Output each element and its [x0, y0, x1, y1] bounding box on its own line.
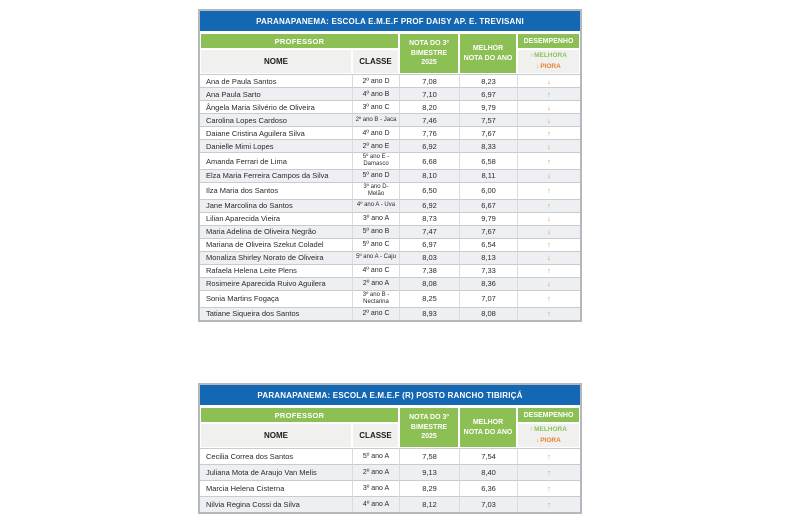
teacher-row: [200, 169, 580, 182]
teacher-row: [200, 225, 580, 238]
classe-header: CLASSE: [352, 49, 399, 74]
melhor-nota-header: MELHOR NOTA DO ANO: [459, 407, 517, 448]
classe-value: 4º ano D: [352, 126, 399, 139]
up-arrow-icon: ↑: [517, 199, 580, 212]
nota-bimestre-value: 7,76: [399, 126, 459, 139]
teacher-row: [200, 496, 580, 512]
nota-bimestre-value: 8,73: [399, 212, 459, 225]
teacher-row: [200, 277, 580, 290]
melhor-nota-value: 7,07: [459, 290, 517, 307]
teacher-row: [200, 126, 580, 139]
up-arrow-icon: ↑: [530, 427, 534, 433]
classe-value: 5º ano A: [352, 448, 399, 464]
teacher-row: [200, 448, 580, 464]
melhor-nota-value: 9,79: [459, 100, 517, 113]
melhor-nota-value: 7,67: [459, 225, 517, 238]
nota-bimestre-value: 9,13: [399, 464, 459, 480]
classe-value: 5º ano A - Caju: [352, 251, 399, 264]
nome-header: NOME: [200, 49, 352, 74]
up-arrow-icon: ↑: [517, 448, 580, 464]
classe-value: 3º ano C: [352, 100, 399, 113]
teacher-name: Ilza Maria dos Santos: [200, 182, 352, 199]
professor-header: PROFESSOR: [200, 33, 399, 49]
classe-value: 2º ano A: [352, 464, 399, 480]
classe-value: 3º ano A: [352, 212, 399, 225]
up-arrow-icon: ↑: [517, 152, 580, 169]
down-arrow-icon: ↓: [517, 225, 580, 238]
teacher-name: Ana de Paula Santos: [200, 74, 352, 87]
down-arrow-icon: ↓: [517, 212, 580, 225]
down-arrow-icon: ↓: [517, 74, 580, 87]
down-arrow-icon: ↓: [517, 169, 580, 182]
melhor-nota-value: 6,67: [459, 199, 517, 212]
table-body: [200, 74, 580, 319]
down-arrow-icon: ↓: [536, 437, 540, 444]
classe-value: 5º ano D: [352, 169, 399, 182]
teacher-name: Maria Adelina de Oliveira Negrão: [200, 225, 352, 238]
school-table-trevisani: [198, 9, 582, 322]
classe-value: 2º ano E: [352, 139, 399, 152]
nota-bimestre-value: 7,58: [399, 448, 459, 464]
melhor-nota-value: 7,03: [459, 496, 517, 512]
melhor-nota-value: 8,33: [459, 139, 517, 152]
classe-value: 3º ano B - Nectarina: [352, 290, 399, 307]
nota-bimestre-value: 8,29: [399, 480, 459, 496]
table-title: PARANAPANEMA: ESCOLA E.M.E.F (R) POSTO RANCHO TIBIRIÇÁ: [200, 385, 580, 407]
nota-bimestre-value: 8,12: [399, 496, 459, 512]
nota-bimestre-value: 6,50: [399, 182, 459, 199]
nota-bimestre-value: 7,08: [399, 74, 459, 87]
teacher-row: [200, 74, 580, 87]
nota-bimestre-value: 8,08: [399, 277, 459, 290]
melhor-nota-value: 8,08: [459, 307, 517, 320]
teacher-name: Danielle Mimi Lopes: [200, 139, 352, 152]
down-arrow-icon: ↓: [517, 100, 580, 113]
school-table-tibirica: [198, 383, 582, 514]
teacher-name: Cecilia Correa dos Santos: [200, 448, 352, 464]
teacher-name: Sonia Martins Fogaça: [200, 290, 352, 307]
teacher-name: Carolina Lopes Cardoso: [200, 113, 352, 126]
legend-cell: [517, 423, 580, 448]
teacher-name: Juliana Mota de Araujo Van Melis: [200, 464, 352, 480]
melhor-nota-value: 7,54: [459, 448, 517, 464]
up-arrow-icon: ↑: [517, 290, 580, 307]
table-title: PARANAPANEMA: ESCOLA E.M.E.F PROF DAISY AP. E. TREVISANI: [200, 11, 580, 33]
down-arrow-icon: ↓: [517, 139, 580, 152]
teacher-row: [200, 152, 580, 169]
melhor-nota-value: 8,11: [459, 169, 517, 182]
teacher-name: Ângela Maria Silvério de Oliveira: [200, 100, 352, 113]
melhor-nota-value: 8,40: [459, 464, 517, 480]
classe-value: 2º ano A: [352, 277, 399, 290]
teacher-name: Tatiane Siqueira dos Santos: [200, 307, 352, 320]
melhor-nota-value: 7,67: [459, 126, 517, 139]
nota-bimestre-value: 7,38: [399, 264, 459, 277]
melhora-legend: [519, 425, 578, 436]
up-arrow-icon: ↑: [530, 53, 534, 59]
melhora-label: MELHORA: [534, 426, 567, 433]
teacher-row: [200, 464, 580, 480]
melhor-nota-value: 6,97: [459, 87, 517, 100]
up-arrow-icon: ↑: [517, 307, 580, 320]
piora-label: PIORA: [540, 62, 561, 70]
piora-label: PIORA: [540, 436, 561, 444]
melhor-nota-value: 7,33: [459, 264, 517, 277]
melhor-nota-value: 8,23: [459, 74, 517, 87]
melhor-nota-value: 6,36: [459, 480, 517, 496]
up-arrow-icon: ↑: [517, 464, 580, 480]
grades-table: [200, 33, 580, 320]
professor-header: PROFESSOR: [200, 407, 399, 423]
teacher-name: Daiane Cristina Aguilera Silva: [200, 126, 352, 139]
teacher-name: Monaliza Shirley Norato de Oliveira: [200, 251, 352, 264]
teacher-name: Elza Maria Ferreira Campos da Silva: [200, 169, 352, 182]
nota-bimestre-value: 7,46: [399, 113, 459, 126]
down-arrow-icon: ↓: [517, 251, 580, 264]
nota-bimestre-value: 8,25: [399, 290, 459, 307]
down-arrow-icon: ↓: [517, 113, 580, 126]
classe-value: 5º ano B: [352, 225, 399, 238]
melhor-nota-value: 8,36: [459, 277, 517, 290]
up-arrow-icon: ↑: [517, 87, 580, 100]
teacher-name: Rafaela Helena Leite Plens: [200, 264, 352, 277]
nota-bimestre-value: 6,97: [399, 238, 459, 251]
nota-bimestre-value: 7,47: [399, 225, 459, 238]
classe-value: 5º ano C: [352, 238, 399, 251]
teacher-name: Jane Marcolina do Santos: [200, 199, 352, 212]
up-arrow-icon: ↑: [517, 264, 580, 277]
nota-bimestre-value: 6,92: [399, 139, 459, 152]
teacher-name: Nilvia Regina Cossi da Silva: [200, 496, 352, 512]
teacher-row: [200, 100, 580, 113]
teacher-row: [200, 264, 580, 277]
classe-value: 5º ano E - Damasco: [352, 152, 399, 169]
classe-value: 3º ano D- Melão: [352, 182, 399, 199]
melhor-nota-value: 6,58: [459, 152, 517, 169]
melhor-nota-value: 8,13: [459, 251, 517, 264]
down-arrow-icon: ↓: [517, 277, 580, 290]
table-body: [200, 448, 580, 512]
classe-value: 2º ano B - Jaca: [352, 113, 399, 126]
grades-table: [200, 407, 580, 512]
legend-cell: [517, 49, 580, 74]
teacher-row: [200, 480, 580, 496]
desempenho-header: DESEMPENHO: [517, 33, 580, 49]
teacher-name: Marcia Helena Cisterna: [200, 480, 352, 496]
up-arrow-icon: ↑: [517, 126, 580, 139]
nota-bimestre-value: 7,10: [399, 87, 459, 100]
teacher-row: [200, 307, 580, 320]
piora-legend: [519, 436, 578, 447]
melhor-nota-value: 9,79: [459, 212, 517, 225]
nota-bimestre-value: 6,68: [399, 152, 459, 169]
nota-bimestre-value: 8,03: [399, 251, 459, 264]
teacher-row: [200, 290, 580, 307]
desempenho-header: DESEMPENHO: [517, 407, 580, 423]
melhor-nota-value: 6,54: [459, 238, 517, 251]
nota-bimestre-header: NOTA DO 3º BIMESTRE 2025: [399, 407, 459, 448]
teacher-row: [200, 139, 580, 152]
down-arrow-icon: ↓: [536, 63, 540, 70]
teacher-row: [200, 238, 580, 251]
up-arrow-icon: ↑: [517, 182, 580, 199]
teacher-name: Mariana de Oliveira Szekut Coladel: [200, 238, 352, 251]
melhora-legend: [519, 51, 578, 62]
nota-bimestre-value: 8,93: [399, 307, 459, 320]
nota-bimestre-header: NOTA DO 3º BIMESTRE 2025: [399, 33, 459, 74]
up-arrow-icon: ↑: [517, 496, 580, 512]
classe-value: 3º ano A: [352, 480, 399, 496]
classe-value: 4º ano A: [352, 496, 399, 512]
teacher-row: [200, 182, 580, 199]
teacher-row: [200, 199, 580, 212]
teacher-row: [200, 212, 580, 225]
melhor-nota-value: 7,57: [459, 113, 517, 126]
classe-value: 2º ano D: [352, 74, 399, 87]
piora-legend: [519, 62, 578, 73]
melhor-nota-value: 6,00: [459, 182, 517, 199]
teacher-name: Amanda Ferrari de Lima: [200, 152, 352, 169]
up-arrow-icon: ↑: [517, 238, 580, 251]
teacher-row: [200, 87, 580, 100]
classe-value: 4º ano A - Uva: [352, 199, 399, 212]
nota-bimestre-value: 8,10: [399, 169, 459, 182]
classe-value: 4º ano C: [352, 264, 399, 277]
classe-value: 4º ano B: [352, 87, 399, 100]
melhor-nota-header: MELHOR NOTA DO ANO: [459, 33, 517, 74]
teacher-name: Ana Paula Sarto: [200, 87, 352, 100]
teacher-name: Rosimeire Aparecida Ruivo Aguilera: [200, 277, 352, 290]
melhora-label: MELHORA: [534, 52, 567, 59]
nota-bimestre-value: 6,92: [399, 199, 459, 212]
teacher-row: [200, 113, 580, 126]
classe-header: CLASSE: [352, 423, 399, 448]
teacher-row: [200, 251, 580, 264]
teacher-name: Lilian Aparecida Vieira: [200, 212, 352, 225]
classe-value: 2º ano C: [352, 307, 399, 320]
nome-header: NOME: [200, 423, 352, 448]
up-arrow-icon: ↑: [517, 480, 580, 496]
nota-bimestre-value: 8,20: [399, 100, 459, 113]
